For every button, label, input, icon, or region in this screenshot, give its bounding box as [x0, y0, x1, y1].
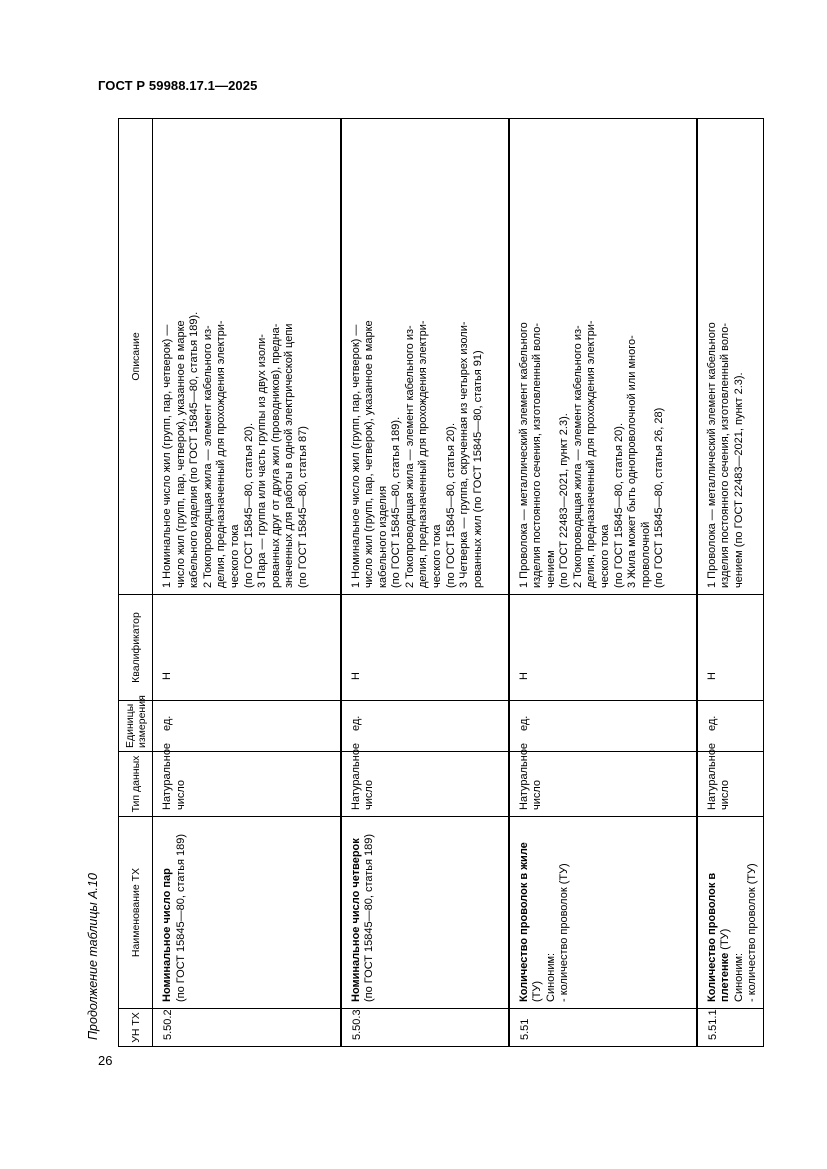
description-line: рованных друг от друга жил (проводников), предна-: [269, 323, 282, 588]
description-line: число жил (групп, пар, четверок), указанное в марке: [363, 320, 376, 588]
description-line: ческого тока: [228, 524, 241, 588]
cell-data-type: Натуральное число: [341, 752, 509, 817]
cell-code: 5.51: [509, 1009, 697, 1047]
document-header: ГОСТ Р 59988.17.1—2025: [98, 78, 258, 93]
description-line: (по ГОСТ 15845—80, статья 20).: [444, 422, 457, 588]
header-type: Тип данных: [119, 752, 153, 817]
name-title: [518, 823, 545, 1002]
cell-qualifier: Н: [509, 595, 697, 701]
name-bold: Номинальное число четверок: [349, 838, 362, 1002]
name-line: - количество проволок (ТУ): [558, 863, 571, 1002]
description-line: (по ГОСТ 15845—80, статья 189).: [390, 416, 403, 588]
cell-data-type: Натуральное число: [153, 752, 341, 817]
table-row: [153, 119, 341, 1047]
table-header-row: [119, 119, 153, 1047]
description-line: (по ГОСТ 15845—80, статья 26, 28): [653, 407, 666, 588]
header-qualifier: Квалификатор: [119, 595, 153, 701]
name-line: (по ГОСТ 15845—80, статья 189): [363, 833, 376, 1002]
name-bold: Количество проволок в плетенке: [705, 872, 732, 1002]
name-line: - количество проволок (ТУ): [746, 863, 759, 1002]
description-line: 3 Жила может быть однопроволочной или много-: [626, 335, 639, 588]
cell-data-type: Натуральное число: [697, 752, 764, 817]
table-row: [341, 119, 509, 1047]
cell-name: [697, 817, 764, 1009]
cell-code: 5.50.3: [341, 1009, 509, 1047]
description-line: кабельного изделия: [376, 485, 389, 588]
description-line: делия, предназначенный для прохождения электри-: [585, 320, 598, 588]
description-line: ческого тока: [599, 524, 612, 588]
rotated-table-container: [118, 119, 763, 1047]
name-suffix: (ТУ): [531, 980, 544, 1002]
cell-code: 5.51.1: [697, 1009, 764, 1047]
table-row: [509, 119, 697, 1047]
description-line: 1 Проволока — металлический элемент кабельного: [705, 322, 718, 588]
header-code: УН ТХ: [119, 1009, 153, 1047]
header-description: Описание: [119, 119, 153, 595]
description-line: проволочной: [639, 521, 652, 588]
cell-code: 5.50.2: [153, 1009, 341, 1047]
name-line: (по ГОСТ 15845—80, статья 189): [174, 833, 187, 1002]
name-title: [161, 823, 175, 1002]
description-line: 1 Проволока — металлический элемент кабельного: [517, 322, 530, 588]
name-bold: Количество проволок в жиле: [517, 842, 530, 1002]
description-line: (по ГОСТ 15845—80, статья 20).: [242, 422, 255, 588]
cell-description: [153, 119, 341, 595]
cell-unit: ед.: [697, 701, 764, 752]
cell-name: [341, 817, 509, 1009]
specification-table: [118, 118, 764, 1047]
cell-qualifier: Н: [341, 595, 509, 701]
description-line: чением (по ГОСТ 22483—2021, пункт 2.3).: [732, 372, 745, 588]
description-line: изделия постоянного сечения, изготовленный воло-: [531, 322, 544, 588]
description-line: 2 Токопроводящая жила — элемент кабельного из-: [403, 325, 416, 588]
header-unit: Единицы измерения: [119, 701, 153, 752]
table-body: [153, 119, 764, 1047]
description-line: 3 Четверка — группа, скрученная из четырех изоли-: [458, 321, 471, 588]
header-name: Наименование ТХ: [119, 817, 153, 1009]
cell-description: [509, 119, 697, 595]
cell-name: [509, 817, 697, 1009]
cell-description: [697, 119, 764, 595]
description-line: делия, предназначенный для прохождения электри-: [417, 320, 430, 588]
cell-unit: ед.: [509, 701, 697, 752]
table-caption: Продолжение таблицы А.10: [86, 873, 100, 1040]
name-line: Синоним:: [732, 952, 745, 1002]
description-line: 3 Пара — группа или часть группы из двух изоли-: [256, 334, 269, 588]
description-line: кабельного изделия (по ГОСТ 15845—80, статья 189).: [188, 311, 201, 588]
name-line: Синоним:: [544, 952, 557, 1002]
cell-unit: ед.: [153, 701, 341, 752]
page-number: 26: [98, 1053, 113, 1068]
name-title: [350, 823, 364, 1002]
description-line: (по ГОСТ 22483—2021, пункт 2.3).: [558, 413, 571, 588]
description-line: чением: [544, 550, 557, 588]
name-title: [706, 823, 733, 1002]
description-line: значенных для работы в одной электрической цепи: [283, 323, 296, 588]
cell-description: [341, 119, 509, 595]
cell-qualifier: Н: [697, 595, 764, 701]
description-line: число жил (групп, пар, четверок), указанное в марке: [174, 320, 187, 588]
description-line: делия, предназначенный для прохождения электри-: [215, 320, 228, 588]
cell-name: [153, 817, 341, 1009]
description-line: 2 Токопроводящая жила — элемент кабельного из-: [201, 325, 214, 588]
description-line: 1 Номинальное число жил (групп, пар, четверок) —: [161, 324, 173, 588]
description-line: изделия постоянного сечения, изготовленный воло-: [719, 322, 732, 588]
name-suffix: (ТУ): [719, 928, 732, 953]
cell-unit: ед.: [341, 701, 509, 752]
description-line: рованных жил (по ГОСТ 15845—80, статья 91): [471, 350, 484, 588]
name-bold: Номинальное число пар: [161, 868, 173, 1002]
description-line: (по ГОСТ 15845—80, статья 87): [296, 426, 309, 588]
cell-qualifier: Н: [153, 595, 341, 701]
description-line: 2 Токопроводящая жила — элемент кабельного из-: [571, 325, 584, 588]
table-row: [697, 119, 764, 1047]
description-line: (по ГОСТ 15845—80, статья 20).: [612, 422, 625, 588]
description-line: ческого тока: [431, 524, 444, 588]
cell-data-type: Натуральное число: [509, 752, 697, 817]
description-line: 1 Номинальное число жил (групп, пар, четверок) —: [349, 324, 362, 588]
